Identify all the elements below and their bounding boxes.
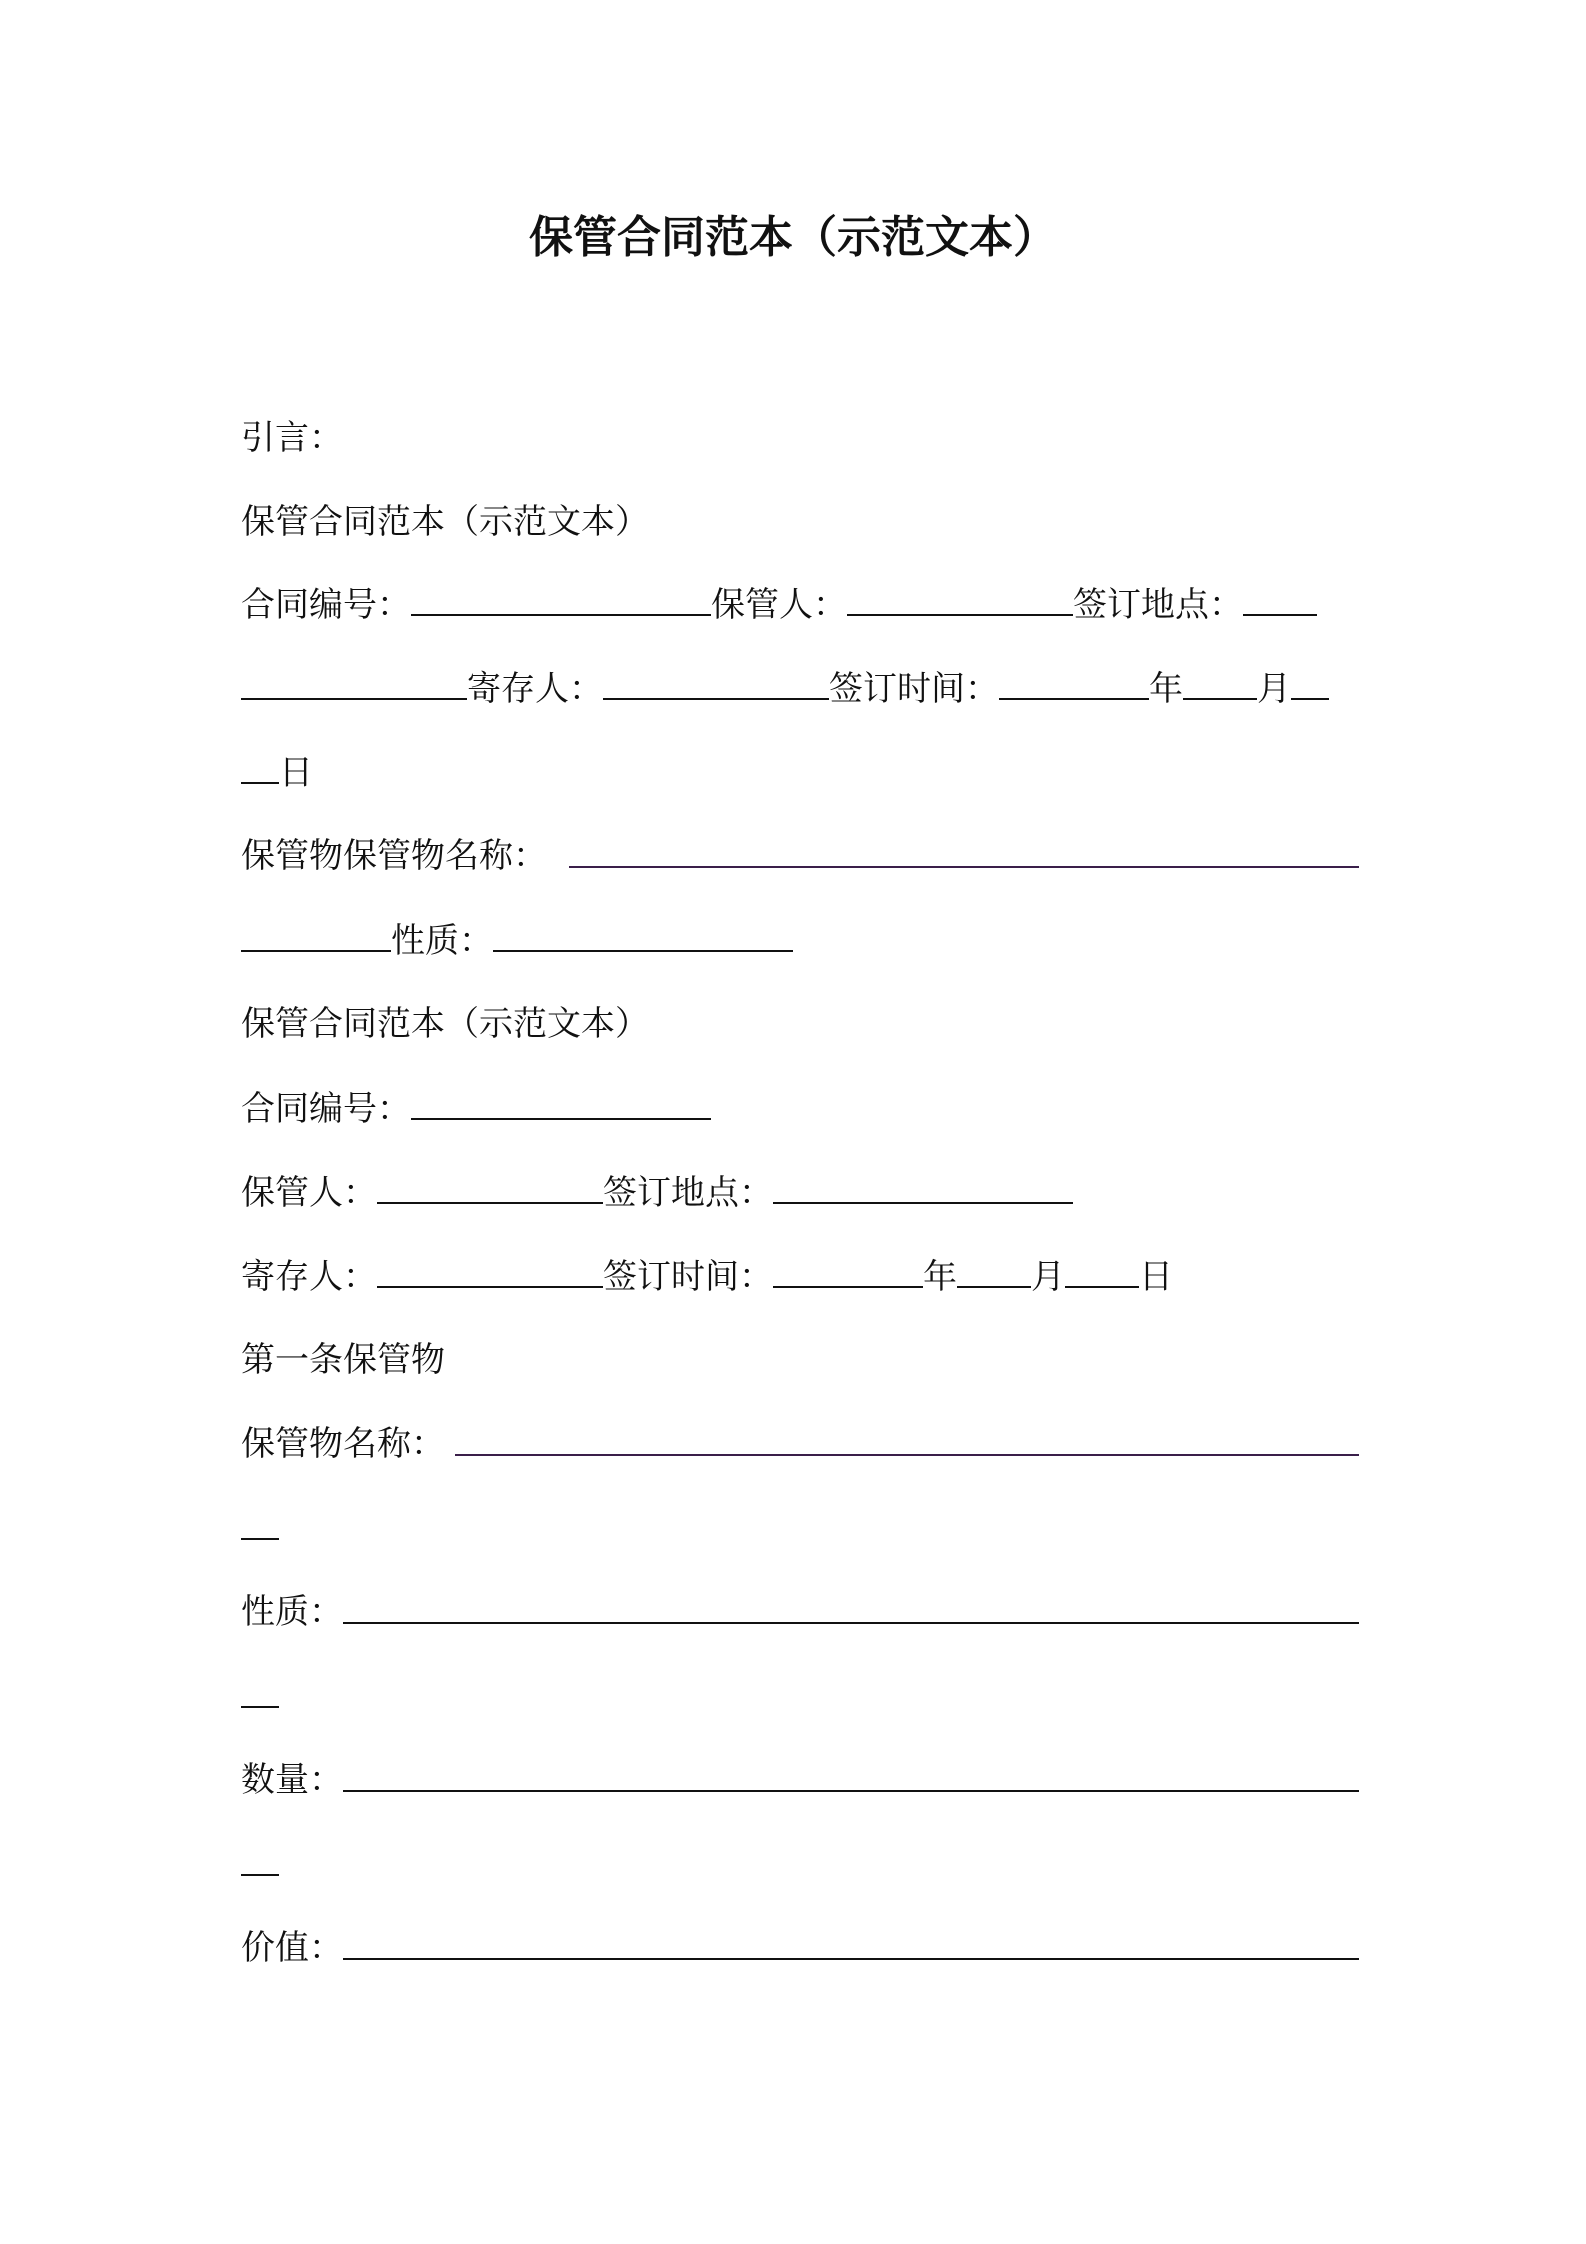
goods-name-line-1 [241,826,1359,886]
depositor-blank[interactable] [603,658,829,700]
depositor-label: 寄存人： [467,669,603,709]
month-blank[interactable] [1183,658,1257,700]
goods-name-blank-2[interactable] [455,1414,1359,1456]
nature-blank-2-end[interactable] [241,1666,279,1708]
value-line [241,1918,1359,1978]
subtitle-line-2 [241,994,1359,1054]
day-blank-start[interactable] [1291,658,1329,700]
sign-time-label-2: 签订时间： [603,1257,773,1297]
day-blank-2[interactable] [1065,1246,1139,1288]
nature-label-2: 性质： [241,1592,343,1632]
sign-place-label-2: 签订地点： [603,1173,773,1213]
day-blank-end[interactable] [241,742,279,784]
year-label-2: 年 [923,1257,957,1297]
subtitle-text-2: 保管合同范本（示范文本） [241,1004,649,1044]
day-label: 日 [279,753,313,793]
custodian-label: 保管人： [711,585,847,625]
custodian-label-2: 保管人： [241,1173,377,1213]
sign-place-blank-2[interactable] [773,1162,1073,1204]
contract-no-blank[interactable] [411,574,711,616]
custodian-blank-2[interactable] [377,1162,603,1204]
quantity-blank[interactable] [343,1750,1359,1792]
year-label: 年 [1149,669,1183,709]
subtitle-text: 保管合同范本（示范文本） [241,502,649,542]
custodian-blank[interactable] [847,574,1073,616]
contract-no-blank-2[interactable] [411,1078,711,1120]
article-1-title: 第一条保管物 [241,1340,445,1380]
quantity-blank-end[interactable] [241,1834,279,1876]
depositor-line [241,1246,1359,1306]
goods-name-blank-2-end[interactable] [241,1498,279,1540]
intro-label: 引言： [241,418,343,458]
nature-blank-2[interactable] [343,1582,1359,1624]
year-blank-2[interactable] [773,1246,923,1288]
goods-name-combined-label: 保管物保管物名称： [241,836,547,876]
nature-line-1 [241,910,1359,970]
depositor-label-2: 寄存人： [241,1257,377,1297]
month-blank-2[interactable] [957,1246,1031,1288]
depositor-blank-2[interactable] [377,1246,603,1288]
goods-name-label: 保管物名称： [241,1424,445,1464]
nature-continuation [241,1666,1359,1726]
goods-name-blank-1-end[interactable] [241,910,391,952]
contract-no-label-2: 合同编号： [241,1089,411,1129]
value-label: 价值： [241,1928,343,1968]
goods-name-blank-1[interactable] [569,826,1359,868]
sign-time-label: 签订时间： [829,669,999,709]
document-title: 保管合同范本（示范文本） [529,212,1057,263]
intro-line [241,408,1359,468]
sign-place-blank-start[interactable] [1243,574,1317,616]
quantity-line [241,1750,1359,1810]
quantity-continuation [241,1834,1359,1894]
value-blank[interactable] [343,1918,1359,1960]
month-label: 月 [1257,669,1291,709]
header-fields-line-1 [241,574,1359,634]
goods-name-line-2 [241,1414,1359,1474]
contract-no-line [241,1078,1359,1138]
day-line [241,742,1359,802]
nature-label-1: 性质： [391,921,493,961]
article-1-heading [241,1330,1359,1390]
header-fields-line-2 [241,658,1359,718]
day-label-2: 日 [1139,1257,1173,1297]
custodian-line [241,1162,1359,1222]
sign-place-label: 签订地点： [1073,585,1243,625]
year-blank[interactable] [999,658,1149,700]
sign-place-blank-end[interactable] [241,658,467,700]
quantity-label: 数量： [241,1760,343,1800]
month-label-2: 月 [1031,1257,1065,1297]
contract-no-label: 合同编号： [241,585,411,625]
goods-name-continuation [241,1498,1359,1558]
nature-blank-1[interactable] [493,910,793,952]
nature-line-2 [241,1582,1359,1642]
subtitle-line-1 [241,492,1359,552]
